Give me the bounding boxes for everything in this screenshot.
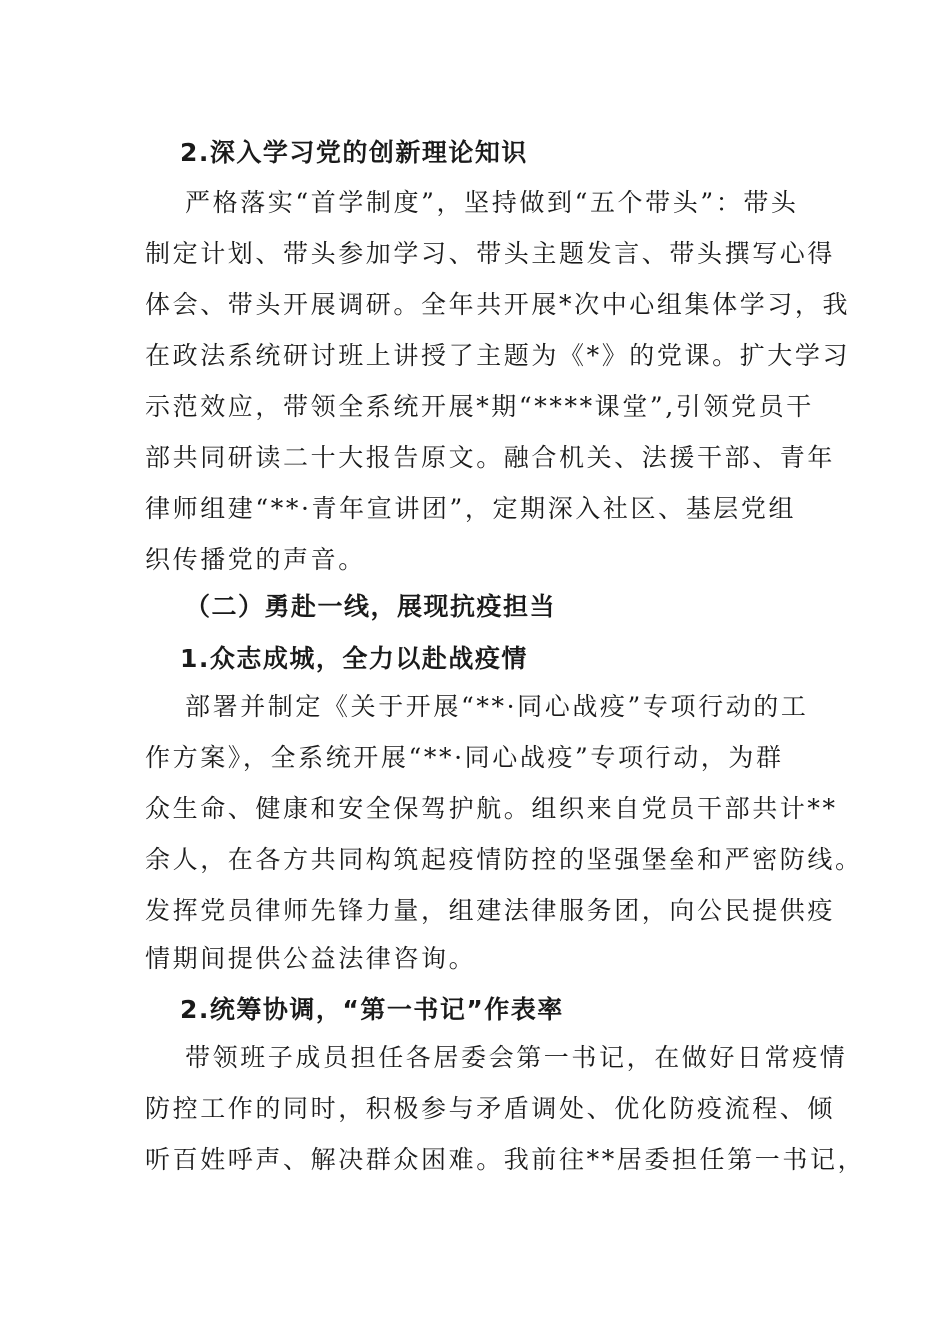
- paragraph-line: 作方案》，全系统开展“**·同心战疫”专项行动，为群: [145, 743, 784, 772]
- paragraph-line: 制定计划、带头参加学习、带头主题发言、带头撰写心得: [145, 239, 836, 268]
- paragraph-line: 部署并制定《关于开展“**·同心战疫”专项行动的工: [185, 692, 809, 721]
- subheading-first-secretary: 2.统筹协调，“第一书记”作表率: [180, 995, 564, 1024]
- paragraph-line: 带领班子成员担任各居委会第一书记，在做好日常疫情: [185, 1043, 848, 1072]
- paragraph-line: 余人，在各方共同构筑起疫情防控的坚强堡垒和严密防线。: [145, 845, 863, 874]
- paragraph-line: 律师组建“**·青年宣讲团”，定期深入社区、基层党组: [145, 494, 797, 523]
- paragraph-line: 严格落实“首学制度”，坚持做到“五个带头”：带头: [185, 188, 799, 217]
- paragraph-line: 体会、带头开展调研。全年共开展*次中心组集体学习，我: [145, 290, 851, 319]
- paragraph-line: 听百姓呼声、解决群众困难。我前往**居委担任第一书记，: [145, 1145, 866, 1174]
- paragraph-line: 防控工作的同时，积极参与矛盾调处、优化防疫流程、倾: [145, 1094, 836, 1123]
- paragraph-line: 示范效应，带领全系统开展*期“****课堂”,引领党员干: [145, 392, 814, 421]
- subheading-fight-epidemic: 1.众志成城，全力以赴战疫情: [180, 644, 528, 673]
- paragraph-line: 织传播党的声音。: [145, 545, 366, 574]
- paragraph-line: 在政法系统研讨班上讲授了主题为《*》的党课。扩大学习: [145, 341, 851, 370]
- paragraph-line: 部共同研读二十大报告原文。融合机关、法援干部、青年: [145, 443, 836, 472]
- subheading-study-theory: 2.深入学习党的创新理论知识: [180, 138, 528, 167]
- section-heading-frontline: （二）勇赴一线，展现抗疫担当: [185, 592, 557, 621]
- paragraph-line: 发挥党员律师先锋力量，组建法律服务团，向公民提供疫: [145, 896, 836, 925]
- paragraph-line: 众生命、健康和安全保驾护航。组织来自党员干部共计**: [145, 794, 838, 823]
- paragraph-line: 情期间提供公益法律咨询。: [145, 944, 477, 973]
